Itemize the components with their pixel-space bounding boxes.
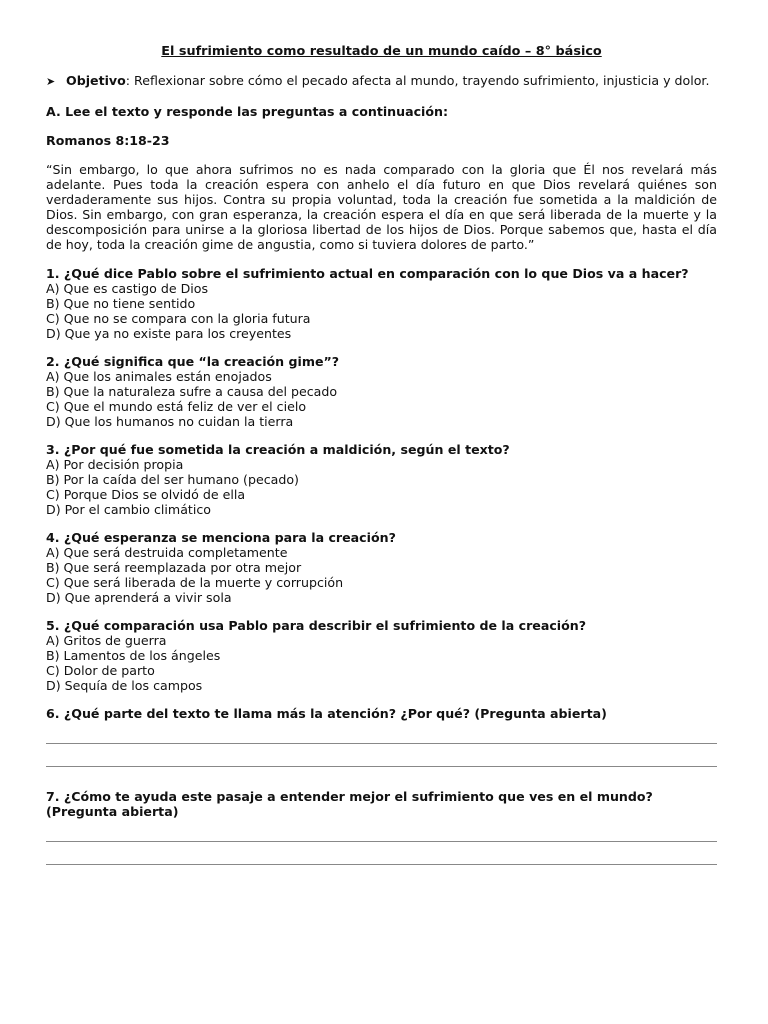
option-c: C) Que no se compara con la gloria futura — [46, 311, 311, 326]
passage-text: “Sin embargo, lo que ahora sufrimos no es nada comparado con la gloria que Él nos revelará más adelante. Pues toda la creación espera con anhelo el día futuro en que Dios revelará quiénes son verdaderamente sus hijos. Contra su propia voluntad, toda la creación fue sometida a la maldición de Dios. Sin embargo, con gran esperanza, la creación espera el día en que será liberada de la muerte y la descomposición para unirse a la gloriosa libertad de los hijos de Dios. Porque sabemos que, hasta el día de hoy, toda la creación gime de angustia, como si tuviera dolores de parto.” — [46, 162, 717, 252]
question-text: 6. ¿Qué parte del texto te llama más la atención? ¿Por qué? (Pregunta abierta) — [46, 706, 607, 721]
option-c: C) Dolor de parto — [46, 663, 155, 678]
answer-line[interactable] — [46, 842, 717, 865]
option-d: D) Que los humanos no cuidan la tierra — [46, 414, 294, 429]
question-6 — [46, 706, 717, 767]
option-c: C) Que será liberada de la muerte y corrupción — [46, 575, 344, 590]
option-b: B) Por la caída del ser humano (pecado) — [46, 472, 299, 487]
arrow-bullet-icon: ➤ — [46, 75, 56, 88]
bible-reference: Romanos 8:18-23 — [46, 133, 170, 148]
objective-text — [66, 73, 709, 88]
question-5 — [46, 618, 717, 693]
question-text: 3. ¿Por qué fue sometida la creación a maldición, según el texto? — [46, 442, 510, 457]
answer-line[interactable] — [46, 721, 717, 744]
spacer — [46, 767, 717, 789]
option-d: D) Que aprenderá a vivir sola — [46, 590, 232, 605]
question-1 — [46, 266, 717, 341]
question-text: 4. ¿Qué esperanza se menciona para la creación? — [46, 530, 396, 545]
question-text: 1. ¿Qué dice Pablo sobre el sufrimiento actual en comparación con lo que Dios va a hacer? — [46, 266, 689, 281]
question-text: 7. ¿Cómo te ayuda este pasaje a entender mejor el sufrimiento que ves en el mundo? (Pregunta abierta) — [46, 789, 653, 819]
question-3 — [46, 442, 717, 517]
option-b: B) Lamentos de los ángeles — [46, 648, 221, 663]
option-c: C) Porque Dios se olvidó de ella — [46, 487, 246, 502]
question-text: 2. ¿Qué significa que “la creación gime”? — [46, 354, 340, 369]
page-title: El sufrimiento como resultado de un mundo caído – 8° básico — [161, 44, 602, 59]
answer-line[interactable] — [46, 819, 717, 842]
objective — [46, 73, 717, 89]
option-c: C) Que el mundo está feliz de ver el cielo — [46, 399, 307, 414]
option-a: A) Que será destruida completamente — [46, 545, 288, 560]
objective-body: : Reflexionar sobre cómo el pecado afecta al mundo, trayendo sufrimiento, injusticia y dolor. — [125, 73, 710, 88]
option-d: D) Que ya no existe para los creyentes — [46, 326, 292, 341]
question-7 — [46, 789, 717, 865]
option-a: A) Gritos de guerra — [46, 633, 167, 648]
option-d: D) Por el cambio climático — [46, 502, 211, 517]
option-d: D) Sequía de los campos — [46, 678, 203, 693]
objective-label: Objetivo — [66, 73, 126, 88]
option-a: A) Que los animales están enojados — [46, 369, 272, 384]
question-text: 5. ¿Qué comparación usa Pablo para describir el sufrimiento de la creación? — [46, 618, 587, 633]
option-a: A) Que es castigo de Dios — [46, 281, 209, 296]
section-a-heading: A. Lee el texto y responde las preguntas a continuación: — [46, 104, 449, 119]
question-2 — [46, 354, 717, 429]
option-b: B) Que no tiene sentido — [46, 296, 196, 311]
answer-line[interactable] — [46, 744, 717, 767]
option-b: B) Que será reemplazada por otra mejor — [46, 560, 302, 575]
option-b: B) Que la naturaleza sufre a causa del pecado — [46, 384, 338, 399]
question-4 — [46, 530, 717, 605]
option-a: A) Por decisión propia — [46, 457, 184, 472]
